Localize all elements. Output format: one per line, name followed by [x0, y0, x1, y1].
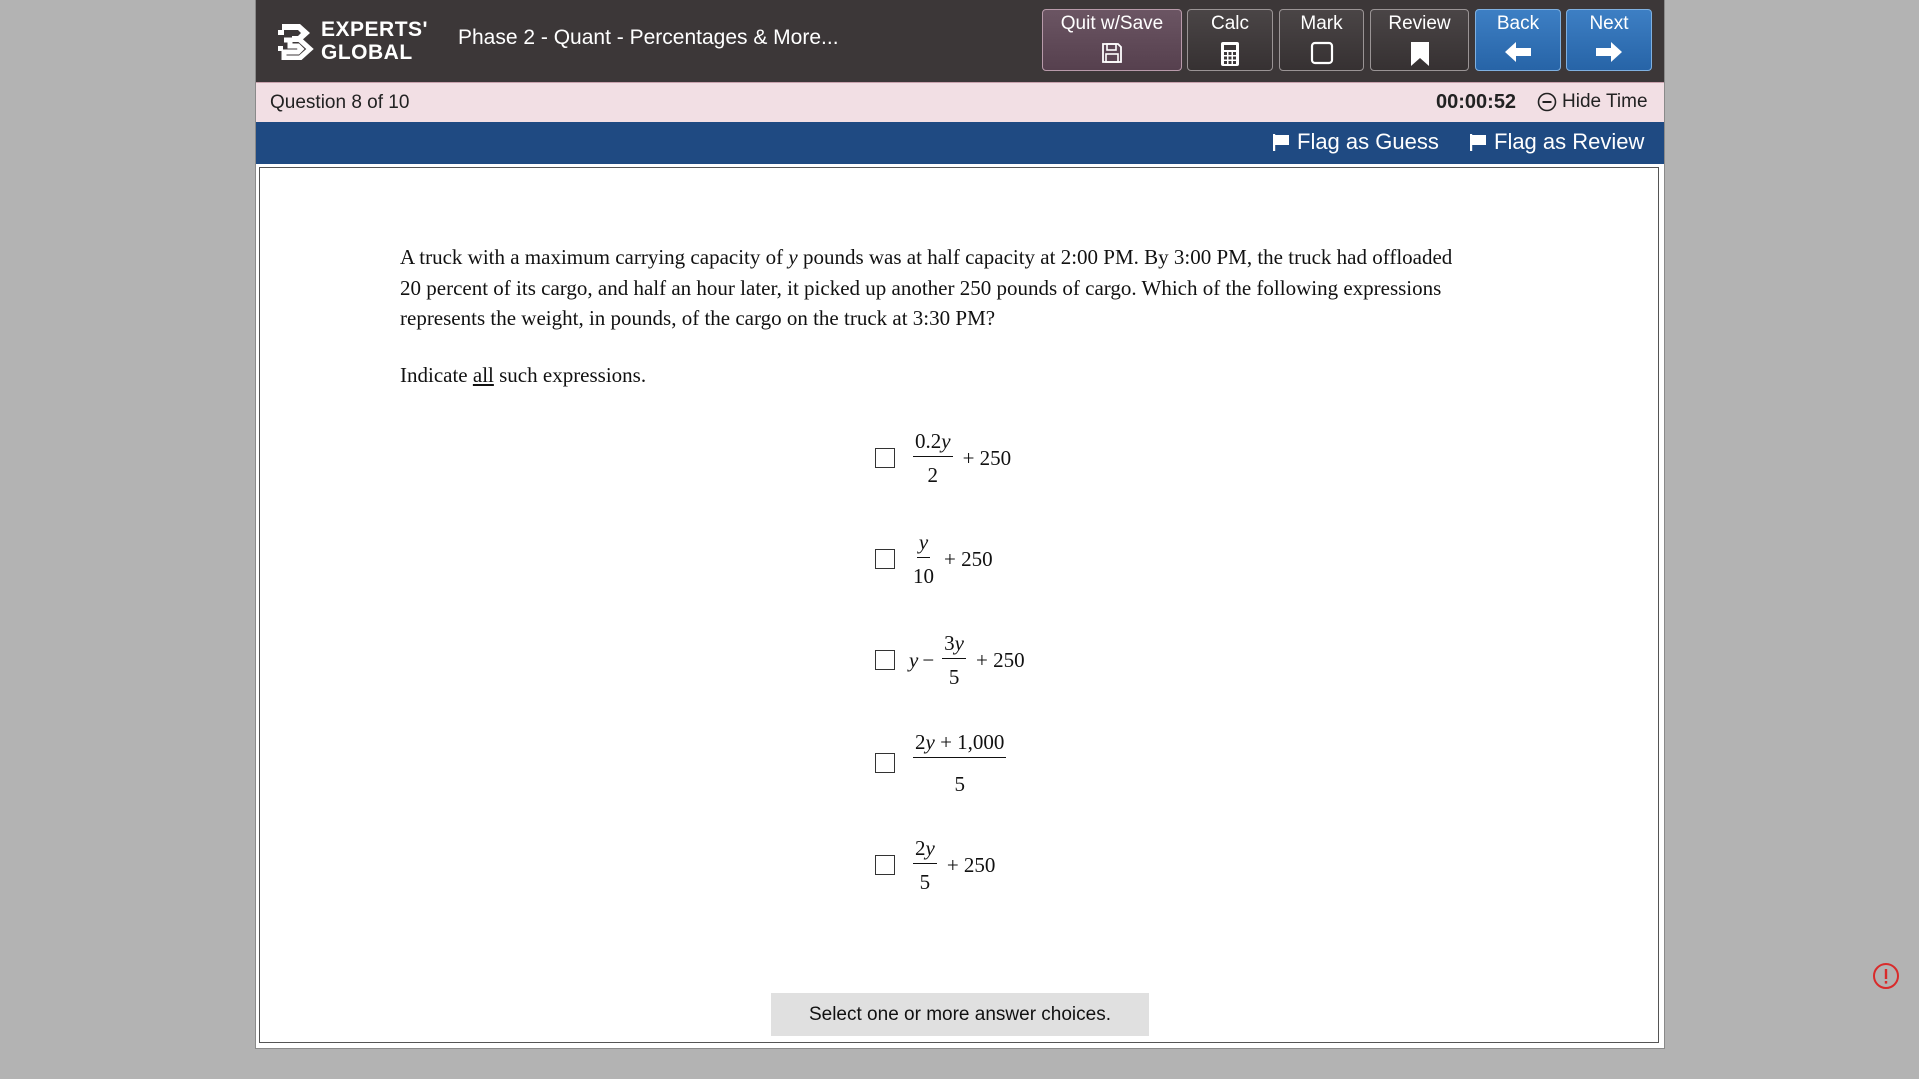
status-bar: [256, 82, 1664, 122]
flag-as-review-label: Flag as Review: [1494, 129, 1645, 154]
question-counter: Question 8 of 10: [270, 92, 410, 113]
mark-label: Mark: [1300, 13, 1343, 34]
mark-button[interactable]: [1279, 9, 1364, 71]
flag-icon: [1271, 132, 1291, 152]
next-label: Next: [1589, 13, 1629, 34]
numerator-coefficient: 0.2: [915, 429, 942, 453]
fraction-denominator: 2: [927, 463, 939, 487]
question-variable: y: [788, 245, 798, 269]
fraction-numerator: [913, 429, 953, 457]
back-button[interactable]: [1475, 9, 1561, 71]
exam-window: [256, 0, 1664, 1048]
choice-checkbox[interactable]: [875, 855, 895, 875]
hide-time-button[interactable]: [1537, 91, 1648, 113]
fraction-numerator: [913, 730, 1006, 758]
instruction: [400, 363, 646, 388]
fraction-numerator: [917, 530, 930, 558]
choice-checkbox[interactable]: [875, 549, 895, 569]
flag-bar: [256, 122, 1664, 164]
instruction-emphasis: all: [472, 363, 494, 387]
answer-choice-b[interactable]: [875, 529, 997, 589]
choice-checkbox[interactable]: [875, 753, 895, 773]
numerator-coefficient: 3: [944, 631, 955, 655]
choice-suffix: + 250: [944, 546, 993, 571]
logo-mark-icon: [278, 20, 314, 60]
flag-as-guess-button[interactable]: [1271, 129, 1439, 155]
question-text-1: A truck with a maximum carrying capacity of: [400, 245, 789, 269]
exam-title: Phase 2 - Quant - Percentages & More...: [458, 26, 839, 49]
checkbox-icon: [1310, 41, 1334, 65]
save-icon: [1100, 41, 1124, 65]
choice-checkbox[interactable]: [875, 650, 895, 670]
prefix-variable: y: [909, 647, 919, 672]
prefix-operator: −: [922, 647, 935, 672]
back-label: Back: [1496, 13, 1540, 34]
choice-expression: [909, 429, 1015, 487]
numerator-variable: y: [954, 631, 964, 655]
numerator-variable: y: [925, 836, 935, 860]
numerator-variable: y: [925, 730, 935, 754]
choice-expression: [909, 530, 997, 588]
experts-global-logo: [278, 18, 428, 66]
hide-time-label: Hide Time: [1562, 91, 1648, 112]
flag-as-guess-label: Flag as Guess: [1297, 129, 1439, 154]
choice-checkbox[interactable]: [875, 448, 895, 468]
top-toolbar: [256, 0, 1664, 82]
question-panel: [259, 167, 1659, 1043]
choice-expression: [909, 730, 1012, 796]
fraction-denominator: 5: [919, 870, 931, 894]
quit-save-label: Quit w/Save: [1060, 13, 1164, 34]
answer-choice-a[interactable]: [875, 428, 1015, 488]
fraction: [913, 530, 934, 588]
review-label: Review: [1388, 13, 1451, 34]
numerator-coefficient: 2: [915, 836, 926, 860]
choice-expression: [909, 836, 999, 894]
answer-choice-c[interactable]: [875, 630, 1029, 690]
fraction: [913, 836, 937, 894]
fraction-denominator: 5: [954, 772, 965, 796]
logo-line-1: EXPERTS': [321, 18, 429, 41]
calc-label: Calc: [1210, 13, 1249, 34]
next-button[interactable]: [1566, 9, 1652, 71]
fraction: [913, 730, 1006, 796]
question-stem: [400, 242, 1470, 334]
numerator-rest: + 1,000: [934, 730, 1005, 754]
quit-save-button[interactable]: [1042, 9, 1182, 71]
choice-suffix: + 250: [976, 647, 1025, 672]
flag-icon: [1468, 132, 1488, 152]
fraction-denominator: 5: [948, 665, 960, 689]
logo-line-2: GLOBAL: [321, 41, 413, 64]
instruction-post: such expressions.: [493, 363, 647, 387]
review-button[interactable]: [1370, 9, 1469, 71]
arrow-right-icon: [1595, 41, 1623, 63]
question-text-2: pounds was at half capacity at 2:00 PM. By 3:00 PM, the truck had offloaded 20 percent of its cargo, and half an hour later, it picked up another 250 pounds of cargo. Which of the following expressions represents the weight, in pounds, of the cargo on the truck at 3:30 PM?: [400, 245, 1453, 330]
numerator-variable: y: [941, 429, 951, 453]
choice-suffix: + 250: [962, 445, 1012, 470]
minus-circle-icon: [1537, 92, 1557, 112]
answer-status-message: Select one or more answer choices.: [771, 993, 1149, 1036]
fraction: [942, 631, 966, 689]
arrow-left-icon: [1504, 41, 1532, 63]
numerator-variable: y: [918, 530, 929, 554]
fraction: [913, 429, 953, 487]
bookmark-icon: [1409, 41, 1431, 67]
calc-button[interactable]: [1187, 9, 1273, 71]
calculator-icon: [1220, 41, 1240, 67]
numerator-coefficient: 2: [915, 730, 926, 754]
choice-suffix: + 250: [946, 852, 996, 877]
fraction-numerator: [942, 631, 966, 659]
answer-choice-e[interactable]: [875, 835, 999, 895]
fraction-numerator: [913, 836, 937, 864]
instruction-pre: Indicate: [400, 363, 473, 387]
flag-as-review-button[interactable]: [1468, 129, 1644, 155]
choice-expression: [909, 631, 1029, 689]
alert-icon[interactable]: [1872, 962, 1900, 990]
fraction-denominator: 10: [913, 564, 934, 588]
answer-choice-d[interactable]: [875, 730, 1012, 796]
timer: 00:00:52: [1436, 91, 1517, 113]
